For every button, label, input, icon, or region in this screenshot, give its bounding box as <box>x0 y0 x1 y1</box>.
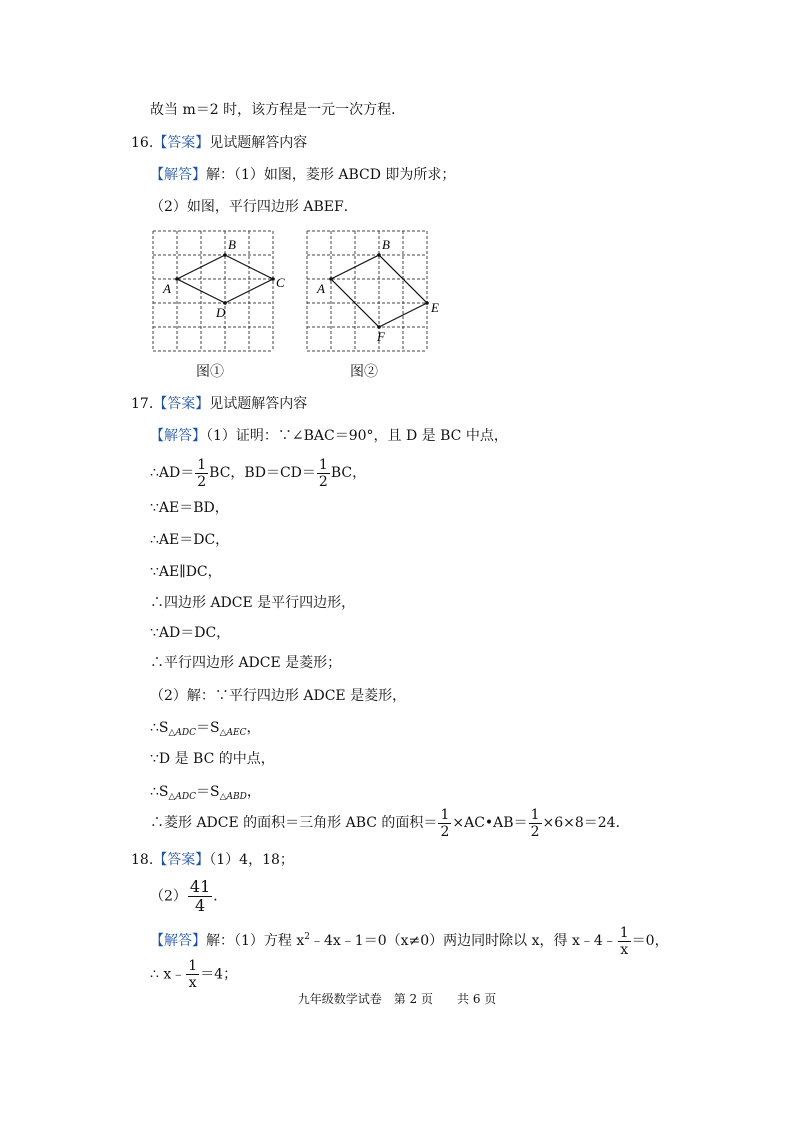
text: ∴菱形 ADCE 的面积＝三角形 ABC 的面积＝ <box>150 815 438 831</box>
text: （2） <box>150 888 187 905</box>
fraction-41-over-4: $\frac{41}{4}$ <box>189 877 211 915</box>
answer-text: 见试题解答内容 <box>209 396 308 412</box>
fraction-one-half: $\frac{1}{2}$ <box>440 806 450 840</box>
math-line <box>150 806 630 840</box>
figure-1-rhombus-grid <box>150 228 290 354</box>
math-line: $\therefore S_{\triangle ADC}=S_{\triangle ABD}$， <box>150 784 261 802</box>
fraction-one-half: $\frac{1}{2}$ <box>197 456 207 490</box>
math-line <box>150 878 227 915</box>
text: BC， <box>330 465 367 481</box>
label-f: F <box>377 329 385 344</box>
text: ． <box>213 888 228 905</box>
question-17-solution-line <box>150 426 508 446</box>
answer-tag: 【答案】 <box>153 135 210 151</box>
text-line: （2）如图，平行四边形 ABEF． <box>150 199 358 215</box>
math-line <box>150 456 366 490</box>
fraction-one-half: $\frac{1}{2}$ <box>318 456 328 490</box>
solution-tag: 【解答】 <box>150 428 206 444</box>
text-line: ∴AE＝DC， <box>150 532 230 548</box>
answer-text: 见试题解答内容 <box>209 135 308 151</box>
figure-2-caption: 图② <box>350 364 378 380</box>
text: ∴AD＝ <box>150 465 195 481</box>
math-line: ∴ x﹣ $\frac{1}{x}$ ＝4； <box>150 958 238 991</box>
text: ×AC•AB＝ <box>452 815 528 831</box>
solution-text: 解：（1）如图，菱形 ABCD 即为所求； <box>206 167 456 183</box>
answer-tag: 【答案】 <box>153 852 210 868</box>
label-e: E <box>431 300 439 315</box>
text-line: ∵AD＝DC， <box>150 625 231 641</box>
label-a: A <box>163 281 171 296</box>
question-number: 18. <box>131 852 154 868</box>
solution-tag: 【解答】 <box>150 933 206 949</box>
answer-tag: 【答案】 <box>153 396 210 412</box>
figure-2-parallelogram-grid <box>304 228 446 354</box>
fraction-one-half: $\frac{1}{2}$ <box>530 806 540 840</box>
label-c: C <box>276 275 285 290</box>
solution-text: （1）证明：∵∠BAC＝90°，且 D 是 BC 中点， <box>206 428 508 444</box>
text-line: ∵AE＝BD， <box>150 500 229 516</box>
solution-tag: 【解答】 <box>150 167 206 183</box>
figure-1-caption: 图① <box>196 364 224 380</box>
question-number: 16. <box>131 135 154 151</box>
text-line: 故当 m＝2 时，该方程是一元一次方程． <box>150 102 406 118</box>
fraction-one-over-x: $\frac{1}{x}$ <box>619 924 629 958</box>
label-b: B <box>228 237 236 252</box>
question-number: 17. <box>131 396 154 412</box>
text: BC，BD＝CD＝ <box>209 465 316 481</box>
text-line: （2）解：∵平行四边形 ADCE 是菱形， <box>150 688 407 704</box>
label-d: D <box>216 305 226 320</box>
question-18-solution-line: 【解答】解：（1）方程 $x^2﹣4x﹣1=0(x\ne 0)$两边同时除以 x，得 x﹣4﹣ $\frac{1}{x}$ ＝0， <box>150 924 669 958</box>
math-line: $\therefore S_{\triangle ADC}=S_{\triangle AEC}$， <box>150 720 261 738</box>
text-line: ∴四边形 ADCE 是平行四边形， <box>150 595 356 611</box>
question-16-solution-line <box>150 165 455 185</box>
question-16-answer-line <box>131 133 307 153</box>
label-a: A <box>317 281 325 296</box>
text-line: ∴平行四边形 ADCE 是菱形； <box>150 655 342 671</box>
text-line: ∵AE∥DC， <box>150 564 222 580</box>
text: ×6×8＝24． <box>542 815 630 831</box>
answer-text: （1）4，18； <box>209 852 294 868</box>
question-18-answer-line <box>131 850 294 870</box>
text-line: ∵D 是 BC 的中点， <box>150 751 275 767</box>
fraction-one-over-x: $\frac{1}{x}$ <box>188 958 198 991</box>
label-b: B <box>382 237 390 252</box>
page-footer: 九年级数学试卷 第 2 页 共 6 页 <box>297 992 497 1006</box>
question-17-answer-line <box>131 394 307 414</box>
